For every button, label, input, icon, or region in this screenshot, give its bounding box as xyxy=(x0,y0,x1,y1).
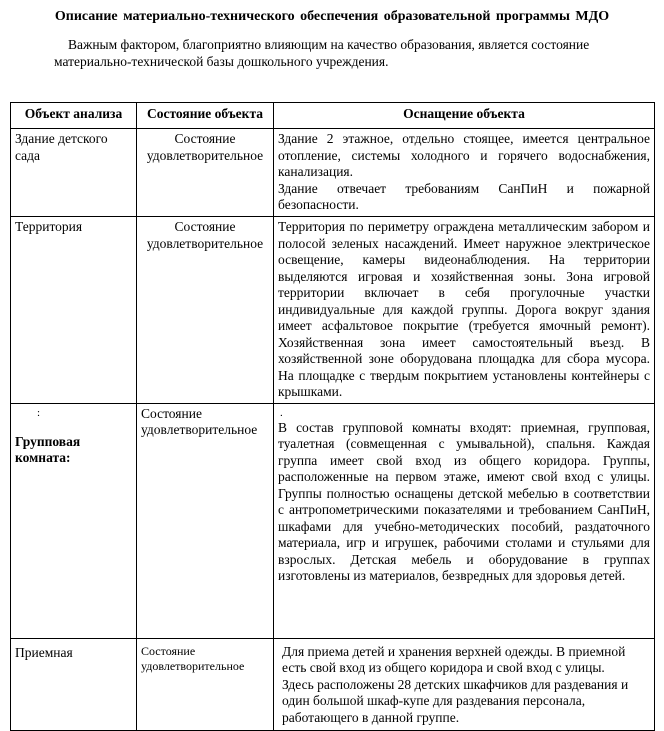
table-header-row xyxy=(11,103,655,129)
table-row xyxy=(11,129,655,217)
row-description xyxy=(274,129,655,217)
row-description xyxy=(274,638,655,730)
description-paragraph: Здание 2 этажное, отдельно стоящее, имеется центральное отопление, системы холодного и горячего водоснабжения, канализация. xyxy=(278,131,650,179)
description-paragraph: Здание отвечает требованиям СанПиН и пожарной безопасности. xyxy=(278,180,650,212)
description-paragraph: Здесь расположены 28 детских шкафчиков для раздевания и один большой шкаф-купе для раздевания персонала, работающего в данной группе. xyxy=(282,676,629,725)
table-row xyxy=(11,217,655,404)
row-object: Территория xyxy=(11,217,137,404)
description-mark: . xyxy=(280,406,283,419)
intro-paragraph: Важным фактором, благоприятно влияющим на качество образования, является состояние материально-технической базы дошкольного учреждения. xyxy=(54,37,590,69)
facilities-table xyxy=(10,102,655,731)
description-paragraph: Территория по периметру ограждена металлическим забором и полосой зеленых насаждений. Имеет наружное электрическое освещение, камеры видеонаблюдения. На территории выделяются игровая и хозяйственная зоны. Зона игровой территории включает в себя прогулочные участки индивидуальные для каждой группы. Дорога вокруг здания имеет асфальтовое покрытие (требуется ямочный ремонт). Хозяйственная зона имеет самостоятельный въезд. В хозяйственной зоне оборудована площадка для сбора мусора. На площадке с твердым покрытием установлены контейнеры с крышками. xyxy=(278,219,650,399)
table-row xyxy=(11,403,655,638)
row-state: Состояние удовлетворительное xyxy=(137,217,274,404)
row-object: Приемная xyxy=(11,638,137,730)
document-title: Описание материально-технического обеспечения образовательной программы МДО xyxy=(54,9,610,24)
row-state: Состояние удовлетворительное xyxy=(137,403,274,638)
header-state: Состояние объекта xyxy=(137,103,274,129)
row-description xyxy=(274,403,655,638)
table-row xyxy=(11,638,655,730)
description-paragraph: В состав групповой комнаты входят: приемная, групповая, туалетная (совмещенная с умывальной), спальня. Каждая группа имеет свой вход из общего коридора. Группы, расположенные на первом этаже, имеют свой вход с улицы. Группы полностью оснащены детской мебелью в соответствии с антропометрическими показателями и требованием СанПиН, шкафами для учебно-методических пособий, раздаточного материала, игр и игрушек, рабочими столами и стульями для взрослых. Детская мебель и оборудование в группах изготовлены из материалов, безвредных для здоровья детей. xyxy=(278,419,650,583)
row-state: Состояние удовлетворительное xyxy=(137,129,274,217)
description-paragraph: Для приема детей и хранения верхней одежды. В приемной есть свой вход из общего коридора и свой вход с улицы. xyxy=(282,643,626,675)
header-object: Объект анализа xyxy=(11,103,137,129)
object-mark: : xyxy=(37,406,41,419)
row-object-label: Групповая комната: xyxy=(15,433,81,465)
row-object: Здание детского сада xyxy=(11,129,137,217)
row-object xyxy=(11,403,137,638)
header-equipment: Оснащение объекта xyxy=(274,103,655,129)
row-state: Состояние удовлетворительное xyxy=(137,638,274,730)
row-description xyxy=(274,217,655,404)
